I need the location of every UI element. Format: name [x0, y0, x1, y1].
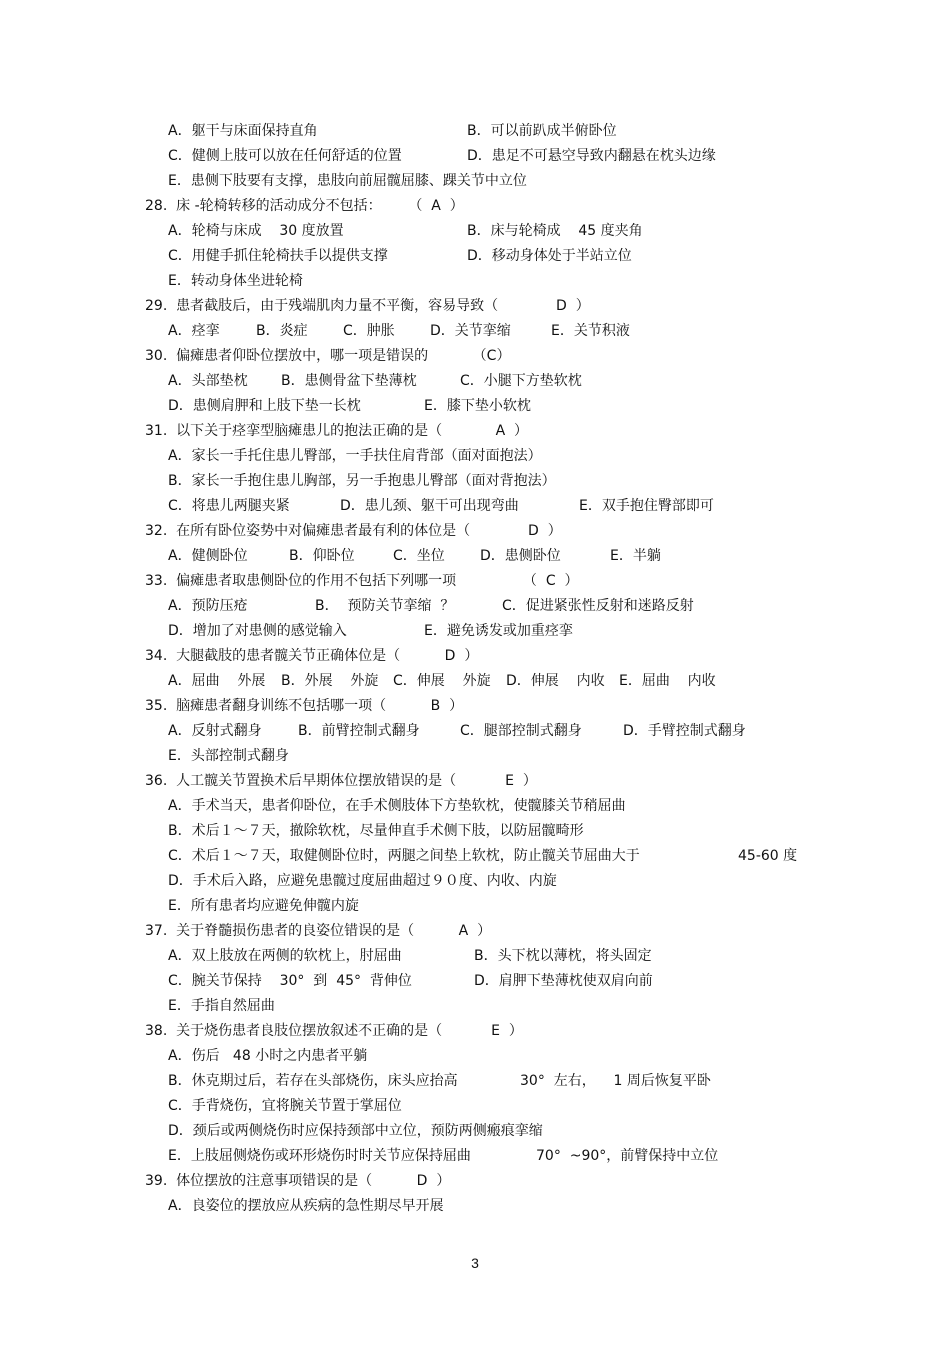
- text-segment: C．将患儿两腿夹紧: [168, 498, 290, 514]
- text-segment: C．伸展 外旋: [393, 673, 491, 689]
- text-segment: D．手臂控制式翻身: [623, 723, 746, 739]
- text-segment: B．患侧骨盆下垫薄枕: [281, 373, 417, 389]
- text-segment: C．用健手抓住轮椅扶手以提供支撑: [168, 248, 388, 264]
- text-segment: E．关节积液: [551, 323, 630, 339]
- question-text: 32. 在所有卧位姿势中对偏瘫患者最有利的体位是（ D ）: [145, 523, 562, 539]
- text-segment: A．手术当天，患者仰卧位，在手术侧肢体下方垫软枕，使髋膝关节稍屈曲: [168, 798, 626, 814]
- text-segment: C．小腿下方垫软枕: [460, 373, 582, 389]
- text-segment: C．术后１～７天，取健侧卧位时，两腿之间垫上软枕，防止髋关节屈曲大于: [168, 848, 640, 864]
- text-segment: C．肿胀: [343, 323, 395, 339]
- question-text: 33. 偏瘫患者取患侧卧位的作用不包括下列哪一项 （ C ）: [145, 573, 579, 589]
- text-segment: B．仰卧位: [289, 548, 355, 564]
- text-segment: D．增加了对患侧的感觉输入: [168, 623, 347, 639]
- text-segment: E．手指自然屈曲: [168, 998, 275, 1014]
- question-text: 31. 以下关于痉挛型脑瘫患儿的抱法正确的是（ A ）: [145, 423, 529, 439]
- text-segment: D．伸展 内收: [506, 673, 605, 689]
- page-number: 3: [471, 1255, 479, 1271]
- text-segment: B． 预防关节挛缩 ？: [315, 598, 455, 614]
- text-segment: 30° 左右， 1 周后恢复平卧: [520, 1073, 711, 1089]
- text-segment: D．患儿颈、躯干可出现弯曲: [340, 498, 519, 514]
- text-segment: C．腿部控制式翻身: [460, 723, 582, 739]
- text-segment: E．上肢屈侧烧伤或环形烧伤时时关节应保持屈曲: [168, 1148, 471, 1164]
- text-segment: A．痉挛: [168, 323, 220, 339]
- question-text: 34. 大腿截肢的患者髋关节正确体位是（ D ）: [145, 648, 479, 664]
- text-segment: D．患足不可悬空导致内翻悬在枕头边缘: [467, 148, 716, 164]
- text-segment: A．健侧卧位: [168, 548, 248, 564]
- text-segment: E．膝下垫小软枕: [424, 398, 531, 414]
- text-segment: E．患侧下肢要有支撑，患肢向前屈髋屈膝、踝关节中立位: [168, 173, 527, 189]
- text-segment: D．手术后入路，应避免患髋过度屈曲超过９０度、内收、内旋: [168, 873, 557, 889]
- text-segment: A．预防压疮: [168, 598, 248, 614]
- text-segment: A．家长一手托住患儿臀部，一手扶住肩背部（面对面抱法）: [168, 448, 542, 464]
- text-segment: A．轮椅与床成 30 度放置: [168, 223, 344, 239]
- question-text: 38. 关于烧伤患者良肢位摆放叙述不正确的是（ E ）: [145, 1023, 523, 1039]
- question-text: 36. 人工髋关节置换术后早期体位摆放错误的是（ E ）: [145, 773, 537, 789]
- text-segment: B．前臂控制式翻身: [298, 723, 420, 739]
- text-segment: C．手背烧伤，宜将腕关节置于掌屈位: [168, 1098, 402, 1114]
- text-segment: B．术后１～７天，撤除软枕，尽量伸直手术侧下肢，以防屈髋畸形: [168, 823, 584, 839]
- text-segment: E．避免诱发或加重痉挛: [424, 623, 573, 639]
- text-segment: B．头下枕以薄枕，将头固定: [474, 948, 652, 964]
- text-segment: D．关节挛缩: [430, 323, 511, 339]
- question-text: 29. 患者截肢后，由于残端肌肉力量不平衡，容易导致（ D ）: [145, 298, 590, 314]
- question-text: 28. 床 -轮椅转移的活动成分不包括： （ A ）: [145, 198, 464, 214]
- text-segment: B．休克期过后，若存在头部烧伤，床头应抬高: [168, 1073, 458, 1089]
- text-segment: A．屈曲 外展: [168, 673, 266, 689]
- text-segment: A．良姿位的摆放应从疾病的急性期尽早开展: [168, 1198, 444, 1214]
- question-text: 37. 关于脊髓损伤患者的良姿位错误的是（ A ）: [145, 923, 492, 939]
- text-segment: B．炎症: [256, 323, 308, 339]
- text-segment: E．转动身体坐进轮椅: [168, 273, 303, 289]
- text-segment: E．半躺: [610, 548, 661, 564]
- text-segment: B．家长一手抱住患儿胸部，另一手抱患儿臀部（面对背抱法）: [168, 473, 556, 489]
- text-segment: A．伤后 48 小时之内患者平躺: [168, 1048, 368, 1064]
- question-text: 39. 体位摆放的注意事项错误的是（ D ）: [145, 1173, 451, 1189]
- text-segment: C．健侧上肢可以放在任何舒适的位置: [168, 148, 402, 164]
- text-segment: 45-60 度: [738, 848, 798, 864]
- text-segment: E．头部控制式翻身: [168, 748, 289, 764]
- text-segment: A．反射式翻身: [168, 723, 262, 739]
- question-text: 30. 偏瘫患者仰卧位摆放中，哪一项是错误的 （C）: [145, 348, 511, 364]
- text-segment: C．腕关节保持 30° 到 45° 背伸位: [168, 973, 412, 989]
- question-text: 35. 脑瘫患者翻身训练不包括哪一项（ B ）: [145, 698, 464, 714]
- text-segment: D．肩胛下垫薄枕使双肩向前: [474, 973, 653, 989]
- text-segment: E．所有患者均应避免伸髋内旋: [168, 898, 359, 914]
- text-segment: B．可以前趴成半俯卧位: [467, 123, 617, 139]
- text-segment: D．患侧卧位: [480, 548, 561, 564]
- text-segment: 70° ~90°，前臂保持中立位: [536, 1148, 719, 1164]
- text-segment: B．外展 外旋: [281, 673, 379, 689]
- text-segment: D．患侧肩胛和上肢下垫一长枕: [168, 398, 361, 414]
- text-segment: A．头部垫枕: [168, 373, 248, 389]
- text-segment: B．床与轮椅成 45 度夹角: [467, 223, 643, 239]
- text-segment: D．移动身体处于半站立位: [467, 248, 632, 264]
- text-segment: E．屈曲 内收: [619, 673, 716, 689]
- text-segment: A．躯干与床面保持直角: [168, 123, 318, 139]
- text-segment: C．坐位: [393, 548, 445, 564]
- text-segment: A．双上肢放在两侧的软枕上，肘屈曲: [168, 948, 402, 964]
- text-segment: E．双手抱住臀部即可: [579, 498, 714, 514]
- text-segment: D．颈后或两侧烧伤时应保持颈部中立位，预防两侧瘢痕挛缩: [168, 1123, 543, 1139]
- text-segment: C．促进紧张性反射和迷路反射: [502, 598, 694, 614]
